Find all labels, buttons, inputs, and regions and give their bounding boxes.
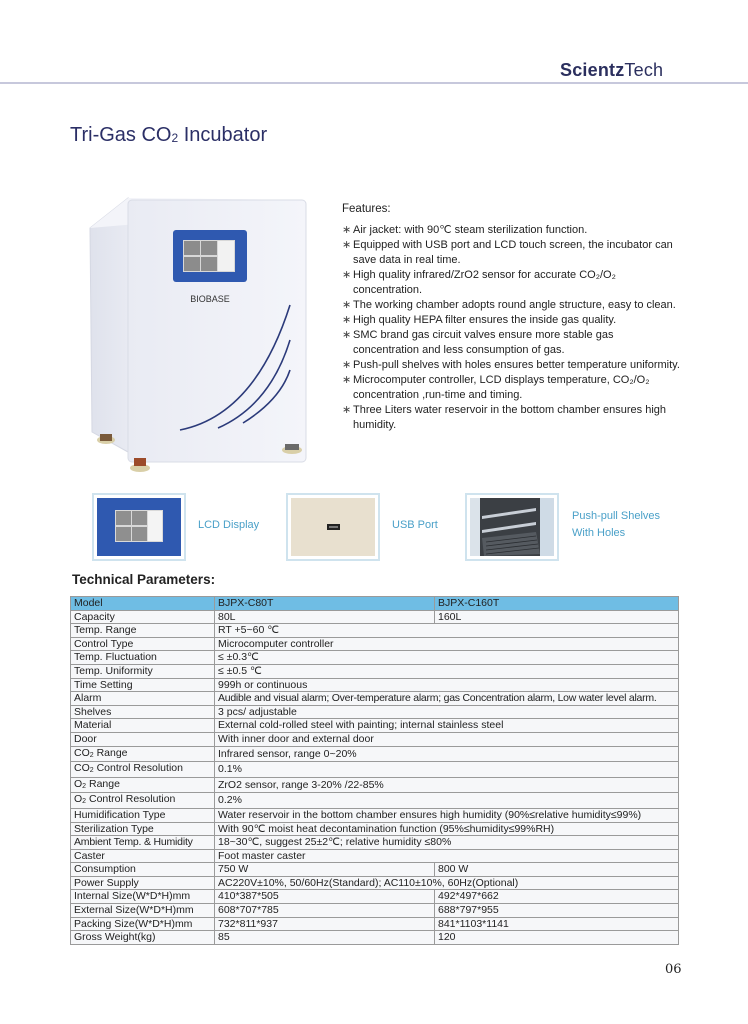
- features-section: [342, 202, 682, 433]
- param-value: 0.2%: [215, 793, 679, 809]
- param-name: $CO_2$ Control Resolution: [71, 762, 215, 778]
- param-value: 999h or continuous: [215, 678, 679, 692]
- table-row: [71, 664, 679, 678]
- param-value: 800 W: [435, 863, 679, 877]
- brand-bold: Scientz: [560, 60, 625, 80]
- features-title: Features:: [342, 203, 391, 215]
- param-name: Temp. Uniformity: [71, 664, 215, 678]
- param-value: 732*811*937: [215, 917, 435, 931]
- table-row: [71, 836, 679, 850]
- feature-item: ∗ Microcomputer controller, LCD displays temperature, CO₂/O₂ concentration ,run-time and timing.: [342, 373, 682, 403]
- table-row: [71, 876, 679, 890]
- feature-item: ∗ The working chamber adopts round angle structure, easy to clean.: [342, 298, 682, 313]
- param-name: $CO_2$ Range: [71, 746, 215, 762]
- param-value: 160L: [435, 610, 679, 624]
- feature-item: ∗ Three Liters water reservoir in the bottom chamber ensures high humidity.: [342, 403, 682, 433]
- param-name: Sterilization Type: [71, 822, 215, 836]
- param-value: 750 W: [215, 863, 435, 877]
- table-row: [71, 732, 679, 746]
- param-value: With 90℃ moist heat decontamination function (95%≤humidity≤99%RH): [215, 822, 679, 836]
- header-cell: BJPX-C160T: [435, 597, 679, 611]
- feature-item: ∗ High quality infrared/ZrO2 sensor for accurate CO₂/O₂ concentration.: [342, 268, 682, 298]
- param-value: 492*497*662: [435, 890, 679, 904]
- param-name: Ambient Temp. & Humidity: [71, 836, 215, 850]
- param-name: Caster: [71, 849, 215, 863]
- table-row: [71, 719, 679, 733]
- shelves-label: [572, 508, 660, 542]
- param-name: Internal Size(W*D*H)mm: [71, 890, 215, 904]
- param-name: Alarm: [71, 692, 215, 706]
- feature-item: ∗ Air jacket: with 90℃ steam sterilization function.: [342, 223, 682, 238]
- feature-item: ∗ Equipped with USB port and LCD touch screen, the incubator can save data in real time.: [342, 238, 682, 268]
- param-value: 80L: [215, 610, 435, 624]
- param-name: Consumption: [71, 863, 215, 877]
- table-row: [71, 624, 679, 638]
- param-value: 410*387*505: [215, 890, 435, 904]
- header-cell: BJPX-C80T: [215, 597, 435, 611]
- header-cell: Model: [71, 597, 215, 611]
- shelves-label-line2: With Holes: [572, 527, 626, 539]
- table-row: [71, 762, 679, 778]
- param-value: 85: [215, 931, 435, 945]
- param-value: RT +5~60 ℃: [215, 624, 679, 638]
- param-value: AC220V±10%, 50/60Hz(Standard); AC110±10%, 60Hz(Optional): [215, 876, 679, 890]
- features-list: [342, 223, 682, 433]
- param-name: Control Type: [71, 637, 215, 651]
- page-title: [70, 124, 267, 147]
- feature-item: ∗ High quality HEPA filter ensures the inside gas quality.: [342, 313, 682, 328]
- param-name: External Size(W*D*H)mm: [71, 904, 215, 918]
- param-value: 608*707*785: [215, 904, 435, 918]
- feature-item: ∗ SMC brand gas circuit valves ensure more stable gas concentration and less consumption of gas.: [342, 328, 682, 358]
- shelves-photo: [465, 493, 559, 561]
- shelves-label-line1: Push-pull Shelves: [572, 510, 661, 522]
- param-name: Temp. Fluctuation: [71, 651, 215, 665]
- table-row: [71, 692, 679, 706]
- table-row: [71, 904, 679, 918]
- usb-port-photo: [286, 493, 380, 561]
- table-row: [71, 777, 679, 793]
- table-row: [71, 917, 679, 931]
- title-subscript: 2: [171, 131, 179, 145]
- param-name: Temp. Range: [71, 624, 215, 638]
- table-row: [71, 808, 679, 822]
- table-row: [71, 849, 679, 863]
- lcd-display-photo: [92, 493, 186, 561]
- feature-thumbnails: [90, 493, 710, 563]
- incubator-product-image: [80, 190, 320, 475]
- title-text: Tri-Gas CO: [70, 124, 172, 146]
- table-row: [71, 890, 679, 904]
- feature-item: ∗ Push-pull shelves with holes ensures better temperature uniformity.: [342, 358, 682, 373]
- param-name: Packing Size(W*D*H)mm: [71, 917, 215, 931]
- table-row: [71, 822, 679, 836]
- param-value: 841*1103*1141: [435, 917, 679, 931]
- param-value: 120: [435, 931, 679, 945]
- brand-logo: [560, 60, 663, 81]
- param-value: With inner door and external door: [215, 732, 679, 746]
- table-row: [71, 610, 679, 624]
- param-value: 18~30℃, suggest 25±2℃; relative humidity ≤80%: [215, 836, 679, 850]
- param-name: Capacity: [71, 610, 215, 624]
- table-row: [71, 931, 679, 945]
- param-name: Material: [71, 719, 215, 733]
- param-value: Water reservoir in the bottom chamber ensures high humidity (90%≤relative humidity≤99%): [215, 808, 679, 822]
- usb-port-label: USB Port: [392, 519, 438, 531]
- table-row: [71, 678, 679, 692]
- param-name: $O_2$ Range: [71, 777, 215, 793]
- table-row: [71, 705, 679, 719]
- param-name: Shelves: [71, 705, 215, 719]
- table-header-row: [71, 597, 679, 611]
- param-name: $O_2$ Control Resolution: [71, 793, 215, 809]
- param-value: ≤ ±0.5 ℃: [215, 664, 679, 678]
- param-value: Microcomputer controller: [215, 637, 679, 651]
- table-row: [71, 637, 679, 651]
- param-value: Foot master caster: [215, 849, 679, 863]
- param-name: Power Supply: [71, 876, 215, 890]
- param-value: ≤ ±0.3℃: [215, 651, 679, 665]
- technical-parameters-title: Technical Parameters:: [72, 572, 216, 587]
- table-row: [71, 746, 679, 762]
- table-row: [71, 651, 679, 665]
- param-value: 688*797*955: [435, 904, 679, 918]
- page-number: 06: [665, 962, 682, 977]
- param-value: Audible and visual alarm; Over-temperature alarm; gas Concentration alarm, Low water level alarm.: [215, 692, 679, 706]
- technical-parameters-table: [70, 596, 679, 945]
- svg-text:BIOBASE: BIOBASE: [190, 294, 230, 304]
- param-value: External cold-rolled steel with painting; internal stainless steel: [215, 719, 679, 733]
- table-row: [71, 863, 679, 877]
- table-row: [71, 793, 679, 809]
- title-text-end: Incubator: [178, 124, 268, 146]
- param-name: Gross Weight(kg): [71, 931, 215, 945]
- header-divider: [0, 82, 748, 84]
- param-value: Infrared sensor, range 0~20%: [215, 746, 679, 762]
- param-value: ZrO2 sensor, range 3-20% /22-85%: [215, 777, 679, 793]
- param-value: 0.1%: [215, 762, 679, 778]
- lcd-display-label: LCD Display: [198, 519, 260, 531]
- param-value: 3 pcs/ adjustable: [215, 705, 679, 719]
- param-name: Door: [71, 732, 215, 746]
- param-name: Humidification Type: [71, 808, 215, 822]
- brand-regular: Tech: [624, 60, 664, 80]
- param-name: Time Setting: [71, 678, 215, 692]
